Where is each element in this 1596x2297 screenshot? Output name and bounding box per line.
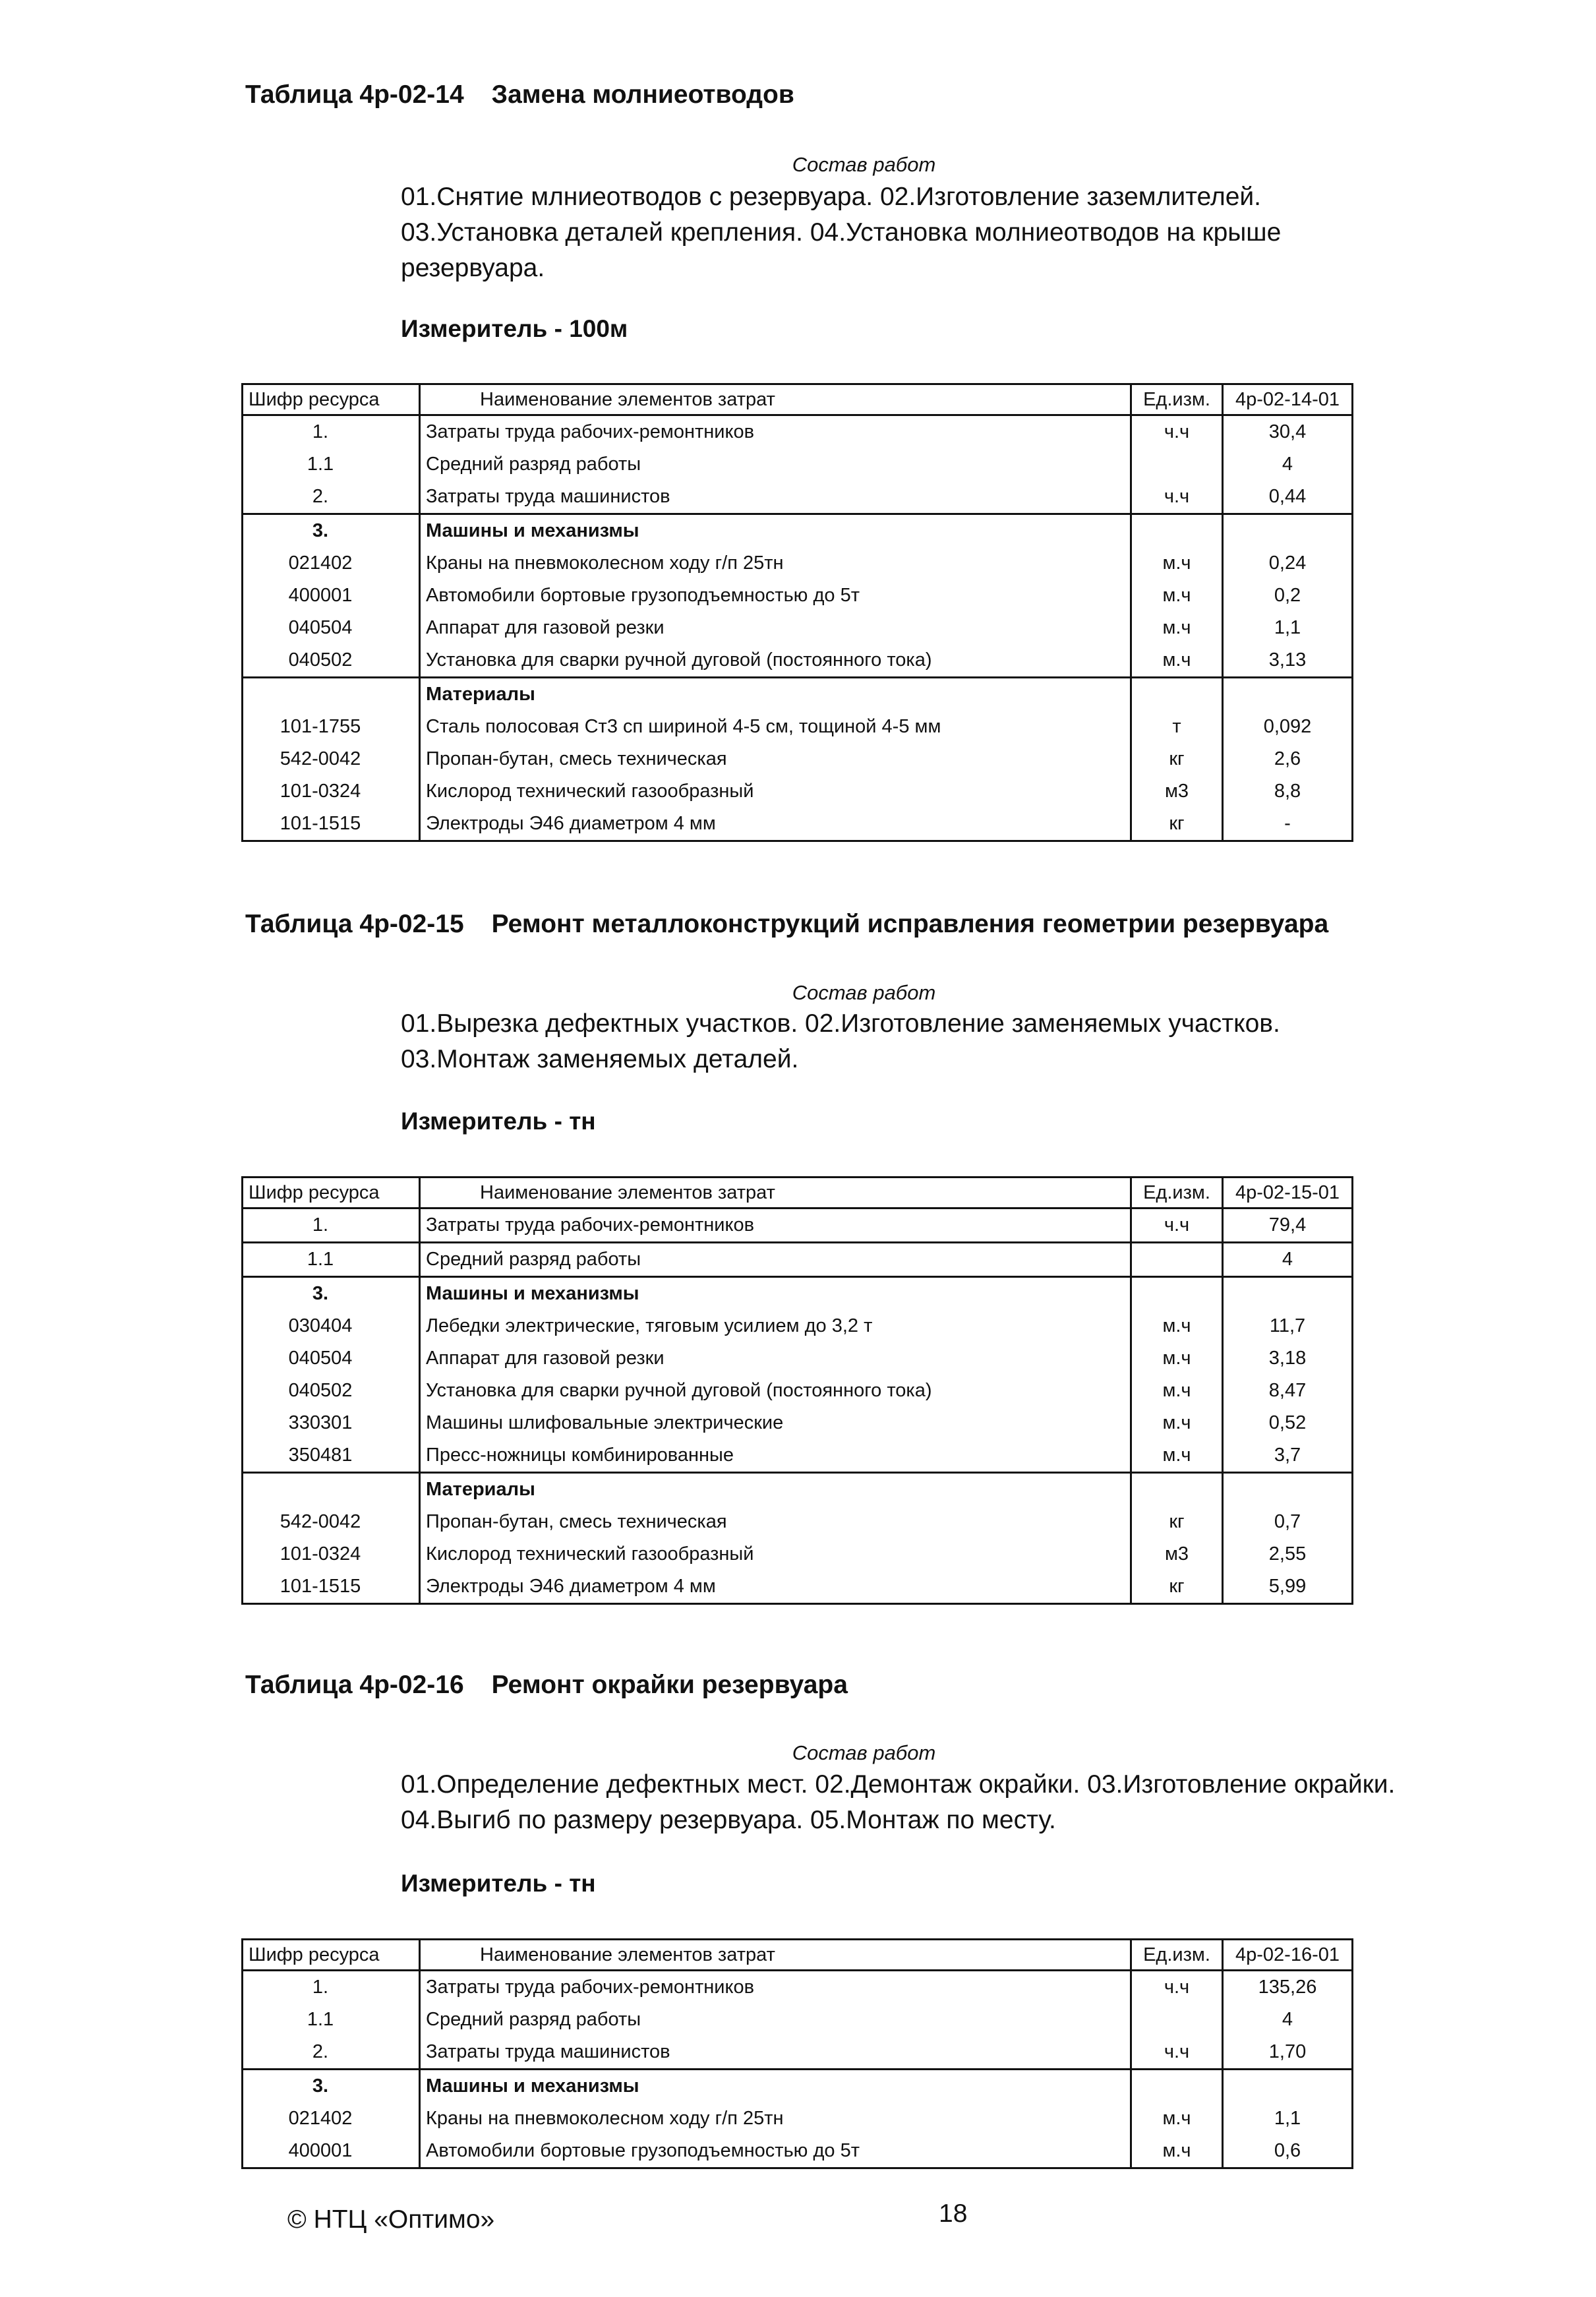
row-code: 101-0324 (243, 1538, 420, 1570)
row-name: Краны на пневмоколесном ходу г/п 25тн (420, 2103, 1131, 2135)
row-code: 330301 (243, 1407, 420, 1439)
row-value: - (1223, 808, 1353, 841)
row-name: Установка для сварки ручной дуговой (постоянного тока) (420, 1375, 1131, 1407)
row-value: 8,47 (1223, 1375, 1353, 1407)
row-unit: ч.ч (1131, 481, 1223, 514)
table-row (243, 1310, 1353, 1342)
header-code: Шифр ресурса (243, 1178, 420, 1208)
row-unit (1131, 1243, 1223, 1277)
header-code: Шифр ресурса (243, 1940, 420, 1971)
row-code: 1.1 (243, 2004, 420, 2036)
row-value: 0,7 (1223, 1506, 1353, 1538)
row-code: 101-1515 (243, 1570, 420, 1604)
row-value (1223, 514, 1353, 548)
table-row (243, 580, 1353, 612)
row-code: 040502 (243, 644, 420, 678)
table-row (243, 775, 1353, 808)
row-value (1223, 678, 1353, 711)
row-value: 2,6 (1223, 743, 1353, 775)
row-unit: м.ч (1131, 1439, 1223, 1473)
row-name: Установка для сварки ручной дуговой (постоянного тока) (420, 644, 1131, 678)
row-name: Электроды Э46 диаметром 4 мм (420, 1570, 1131, 1604)
row-code: 400001 (243, 580, 420, 612)
resource-table (241, 1176, 1353, 1605)
row-unit: кг (1131, 1570, 1223, 1604)
row-name: Затраты труда рабочих-ремонтников (420, 1208, 1131, 1243)
work-line: резервуара. (401, 254, 545, 282)
row-code: 542-0042 (243, 1506, 420, 1538)
row-code: 3. (243, 2070, 420, 2103)
table-row (243, 1375, 1353, 1407)
table-row (243, 1439, 1353, 1473)
table-row (243, 743, 1353, 775)
table-row (243, 2004, 1353, 2036)
row-unit: т (1131, 711, 1223, 743)
row-value: 79,4 (1223, 1208, 1353, 1243)
row-name: Затраты труда машинистов (420, 481, 1131, 514)
row-code: 350481 (243, 1439, 420, 1473)
work-description (401, 1006, 1280, 1077)
table-title (245, 80, 794, 109)
row-unit: м3 (1131, 1538, 1223, 1570)
row-value (1223, 1473, 1353, 1506)
row-unit: м.ч (1131, 2103, 1223, 2135)
row-unit (1131, 678, 1223, 711)
row-unit: ч.ч (1131, 415, 1223, 449)
row-name: Средний разряд работы (420, 1243, 1131, 1277)
work-description (401, 1767, 1395, 1838)
row-unit: м.ч (1131, 1310, 1223, 1342)
table-row (243, 2036, 1353, 2070)
footer-copyright: © НТЦ «Оптимо» (287, 2205, 495, 2234)
table-row (243, 1506, 1353, 1538)
row-value: 30,4 (1223, 415, 1353, 449)
row-unit: ч.ч (1131, 2036, 1223, 2070)
row-code: 101-0324 (243, 775, 420, 808)
row-unit: ч.ч (1131, 1971, 1223, 2004)
row-value: 1,1 (1223, 612, 1353, 644)
row-unit: м3 (1131, 775, 1223, 808)
row-name: Пресс-ножницы комбинированные (420, 1439, 1131, 1473)
work-line: 03.Монтаж заменяемых деталей. (401, 1045, 799, 1073)
row-unit: м.ч (1131, 580, 1223, 612)
table-title (245, 1671, 848, 1700)
table-row (243, 1538, 1353, 1570)
row-unit: кг (1131, 743, 1223, 775)
work-line: 04.Выгиб по размеру резервуара. 05.Монтаж по месту. (401, 1806, 1056, 1834)
table-name: Замена молниеотводов (491, 80, 794, 109)
row-code (243, 678, 420, 711)
table-row (243, 1971, 1353, 2004)
row-value: 4 (1223, 2004, 1353, 2036)
work-description (401, 179, 1281, 286)
row-code: 1. (243, 1208, 420, 1243)
row-value: 2,55 (1223, 1538, 1353, 1570)
measure-unit: Измеритель - 100м (401, 315, 628, 342)
row-name: Средний разряд работы (420, 2004, 1131, 2036)
resource-table (241, 383, 1353, 842)
row-unit: м.ч (1131, 1375, 1223, 1407)
row-name: Машины и механизмы (420, 514, 1131, 548)
table-row (243, 1570, 1353, 1604)
row-name: Материалы (420, 1473, 1131, 1506)
table-row (243, 547, 1353, 580)
table-row (243, 644, 1353, 678)
row-unit (1131, 2070, 1223, 2103)
row-name: Пропан-бутан, смесь техническая (420, 743, 1131, 775)
resource-table (241, 1938, 1353, 2169)
table-name: Ремонт окрайки резервуара (491, 1671, 848, 1699)
table-row (243, 711, 1353, 743)
row-value: 11,7 (1223, 1310, 1353, 1342)
row-code: 021402 (243, 547, 420, 580)
row-code: 040504 (243, 612, 420, 644)
table-header-row (243, 1178, 1353, 1208)
table-row (243, 678, 1353, 711)
row-value: 4 (1223, 1243, 1353, 1277)
row-unit: м.ч (1131, 1342, 1223, 1375)
row-code: 2. (243, 2036, 420, 2070)
header-unit: Ед.изм. (1131, 1940, 1223, 1971)
row-value: 1,70 (1223, 2036, 1353, 2070)
work-line: 01.Определение дефектных мест. 02.Демонтаж окрайки. 03.Изготовление окрайки. (401, 1770, 1396, 1799)
row-code: 1. (243, 415, 420, 449)
row-name: Затраты труда машинистов (420, 2036, 1131, 2070)
row-value: 3,7 (1223, 1439, 1353, 1473)
table-row (243, 1208, 1353, 1243)
row-value: 0,6 (1223, 2135, 1353, 2168)
row-name: Автомобили бортовые грузоподъемностью до 5т (420, 580, 1131, 612)
row-value: 8,8 (1223, 775, 1353, 808)
row-code: 400001 (243, 2135, 420, 2168)
row-code: 040502 (243, 1375, 420, 1407)
row-unit: м.ч (1131, 644, 1223, 678)
table-row (243, 448, 1353, 481)
row-name: Лебедки электрические, тяговым усилием до 3,2 т (420, 1310, 1131, 1342)
row-name: Аппарат для газовой резки (420, 612, 1131, 644)
row-code: 1.1 (243, 448, 420, 481)
row-unit (1131, 2004, 1223, 2036)
table-number: Таблица 4р-02-16 (245, 1671, 464, 1699)
row-code: 3. (243, 514, 420, 548)
row-unit: ч.ч (1131, 1208, 1223, 1243)
measure-unit: Измеритель - тн (401, 1870, 596, 1897)
row-name: Средний разряд работы (420, 448, 1131, 481)
row-unit: м.ч (1131, 1407, 1223, 1439)
row-name: Затраты труда рабочих-ремонтников (420, 1971, 1131, 2004)
row-code: 101-1515 (243, 808, 420, 841)
work-line: 01.Вырезка дефектных участков. 02.Изготовление заменяемых участков. (401, 1009, 1280, 1038)
row-name: Машины и механизмы (420, 1277, 1131, 1311)
row-value: 0,52 (1223, 1407, 1353, 1439)
row-value: 0,24 (1223, 547, 1353, 580)
row-unit: м.ч (1131, 547, 1223, 580)
table-header-row (243, 1940, 1353, 1971)
row-code: 021402 (243, 2103, 420, 2135)
row-value: 3,13 (1223, 644, 1353, 678)
row-code: 101-1755 (243, 711, 420, 743)
row-value: 0,2 (1223, 580, 1353, 612)
row-code: 030404 (243, 1310, 420, 1342)
header-name: Наименование элементов затрат (420, 384, 1131, 415)
table-row (243, 1243, 1353, 1277)
table-row (243, 612, 1353, 644)
row-name: Кислород технический газообразный (420, 775, 1131, 808)
row-name: Затраты труда рабочих-ремонтников (420, 415, 1131, 449)
row-value: 5,99 (1223, 1570, 1353, 1604)
work-heading: Состав работ (792, 981, 936, 1004)
row-unit: м.ч (1131, 612, 1223, 644)
table-row (243, 1473, 1353, 1506)
row-name: Машины шлифовальные электрические (420, 1407, 1131, 1439)
row-code: 2. (243, 481, 420, 514)
row-code: 1. (243, 1971, 420, 2004)
row-code: 542-0042 (243, 743, 420, 775)
row-code: 040504 (243, 1342, 420, 1375)
row-value: 1,1 (1223, 2103, 1353, 2135)
row-unit: кг (1131, 808, 1223, 841)
table-row (243, 1407, 1353, 1439)
row-unit: кг (1131, 1506, 1223, 1538)
table-row (243, 2070, 1353, 2103)
table-row (243, 481, 1353, 514)
work-line: 01.Снятие млниеотводов с резервуара. 02.Изготовление заземлителей. (401, 183, 1262, 211)
row-name: Краны на пневмоколесном ходу г/п 25тн (420, 547, 1131, 580)
row-value (1223, 2070, 1353, 2103)
table-row (243, 514, 1353, 548)
row-name: Аппарат для газовой резки (420, 1342, 1131, 1375)
row-unit (1131, 1277, 1223, 1311)
table-number: Таблица 4р-02-14 (245, 80, 464, 109)
row-name: Пропан-бутан, смесь техническая (420, 1506, 1131, 1538)
table-name: Ремонт металлоконструкций исправления геометрии резервуара (491, 910, 1329, 938)
row-name: Кислород технический газообразный (420, 1538, 1131, 1570)
row-name: Автомобили бортовые грузоподъемностью до 5т (420, 2135, 1131, 2168)
row-unit: м.ч (1131, 2135, 1223, 2168)
page-number: 18 (939, 2199, 968, 2228)
row-value: 0,44 (1223, 481, 1353, 514)
header-norm: 4р-02-16-01 (1223, 1940, 1353, 1971)
row-value (1223, 1277, 1353, 1311)
row-name: Электроды Э46 диаметром 4 мм (420, 808, 1131, 841)
row-code: 3. (243, 1277, 420, 1311)
header-norm: 4р-02-14-01 (1223, 384, 1353, 415)
row-unit (1131, 448, 1223, 481)
row-value: 3,18 (1223, 1342, 1353, 1375)
header-unit: Ед.изм. (1131, 1178, 1223, 1208)
work-heading: Состав работ (792, 1741, 936, 1764)
measure-unit: Измеритель - тн (401, 1108, 596, 1135)
table-row (243, 808, 1353, 841)
header-code: Шифр ресурса (243, 384, 420, 415)
row-unit (1131, 514, 1223, 548)
table-row (243, 2103, 1353, 2135)
table-row (243, 2135, 1353, 2168)
work-line: 03.Установка деталей крепления. 04.Установка молниеотводов на крыше (401, 218, 1282, 247)
table-row (243, 1277, 1353, 1311)
header-name: Наименование элементов затрат (420, 1178, 1131, 1208)
header-name: Наименование элементов затрат (420, 1940, 1131, 1971)
row-name: Материалы (420, 678, 1131, 711)
row-name: Сталь полосовая Ст3 сп шириной 4-5 см, тощиной 4-5 мм (420, 711, 1131, 743)
row-code: 1.1 (243, 1243, 420, 1277)
table-row (243, 1342, 1353, 1375)
work-heading: Состав работ (792, 153, 936, 176)
row-value: 4 (1223, 448, 1353, 481)
table-number: Таблица 4р-02-15 (245, 910, 464, 938)
row-value: 135,26 (1223, 1971, 1353, 2004)
row-code (243, 1473, 420, 1506)
row-name: Машины и механизмы (420, 2070, 1131, 2103)
header-unit: Ед.изм. (1131, 384, 1223, 415)
table-row (243, 415, 1353, 449)
row-value: 0,092 (1223, 711, 1353, 743)
header-norm: 4р-02-15-01 (1223, 1178, 1353, 1208)
row-unit (1131, 1473, 1223, 1506)
table-title (245, 910, 1328, 939)
table-header-row (243, 384, 1353, 415)
